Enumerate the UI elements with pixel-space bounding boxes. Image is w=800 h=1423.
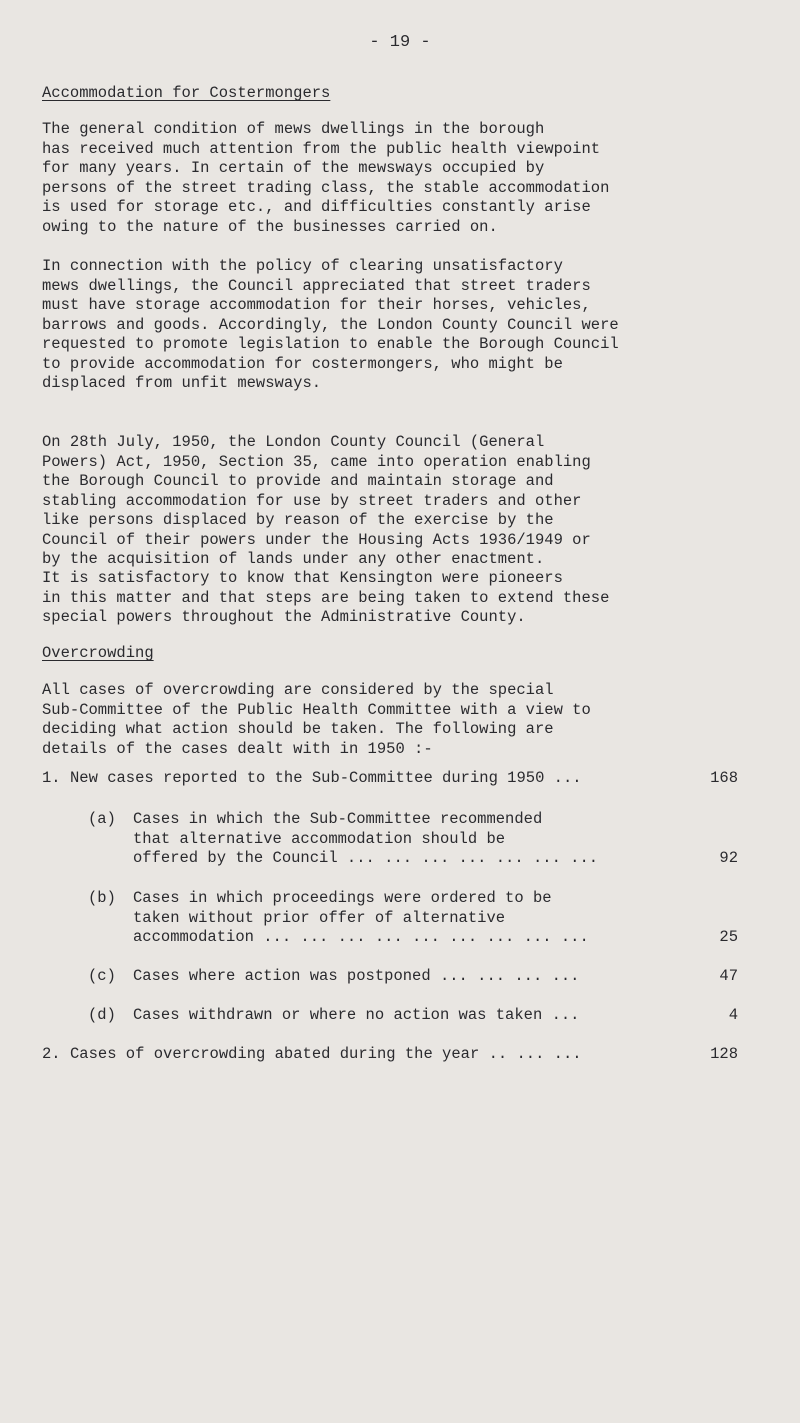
page-number: - 19 - — [369, 33, 431, 52]
paragraph: In connection with the policy of clearing unsatisfactory mews dwellings, the Council appreciated that street traders must have storage accommodation for their horses, vehicles, barrows and goods. Accordingly, the London County Council were requested to promote legislation to enable the Borough Council to provide accommodation for costermongers, who might be displaced from unfit mewsways. — [42, 257, 619, 392]
item-label: 1. — [42, 769, 61, 787]
item-text: New cases reported to the Sub-Committee during 1950 ... — [70, 769, 582, 787]
item-text: Cases of overcrowding abated during the year .. ... ... — [70, 1045, 582, 1063]
section-heading-overcrowding: Overcrowding — [42, 644, 154, 662]
item-label: 2. — [42, 1045, 61, 1063]
item-label: (d) — [88, 1006, 116, 1024]
item-text: Cases in which proceedings were ordered to be taken without prior offer of alternative accommodation ... ... ... ... ... ... ... ... ... — [133, 889, 589, 946]
paragraph: On 28th July, 1950, the London County Council (General Powers) Act, 1950, Section 35, came into operation enabling the Borough Council to provide and maintain storage and stabling accommodation for use by street traders and other like persons displaced by reason of the exercise by the Council of their powers under the Housing Acts 1936/1949 or by the acquisition of lands under any other enactment. — [42, 433, 591, 568]
item-text: Cases withdrawn or where no action was taken ... — [133, 1006, 580, 1024]
item-value: 128 — [710, 1045, 738, 1063]
item-text: Cases in which the Sub-Committee recommended that alternative accommodation should be offered by the Council ... ... ... ... ... ... ... — [133, 810, 599, 867]
item-value: 168 — [710, 769, 738, 787]
item-value: 92 — [719, 849, 738, 867]
item-label: (a) — [88, 810, 116, 828]
item-value: 4 — [728, 1006, 738, 1024]
item-value: 25 — [719, 928, 738, 946]
section-heading-costermongers: Accommodation for Costermongers — [42, 84, 331, 102]
item-label: (b) — [88, 889, 116, 907]
item-value: 47 — [719, 967, 738, 985]
paragraph: The general condition of mews dwellings in the borough has received much attention from the public health viewpoint for many years. In certain of the mewsways occupied by persons of the street trading class, the stable accommodation is used for storage etc., and difficulties constantly arise owing to the nature of the businesses carried on. — [42, 120, 610, 236]
paragraph: All cases of overcrowding are considered by the special Sub-Committee of the Public Health Committee with a view to deciding what action should be taken. The following are details of the cases dealt with in 1950 :- — [42, 681, 591, 758]
item-text: Cases where action was postponed ... ... ... ... — [133, 967, 580, 985]
paragraph: It is satisfactory to know that Kensington were pioneers in this matter and that steps are being taken to extend these special powers throughout the Administrative County. — [42, 569, 610, 626]
item-label: (c) — [88, 967, 116, 985]
